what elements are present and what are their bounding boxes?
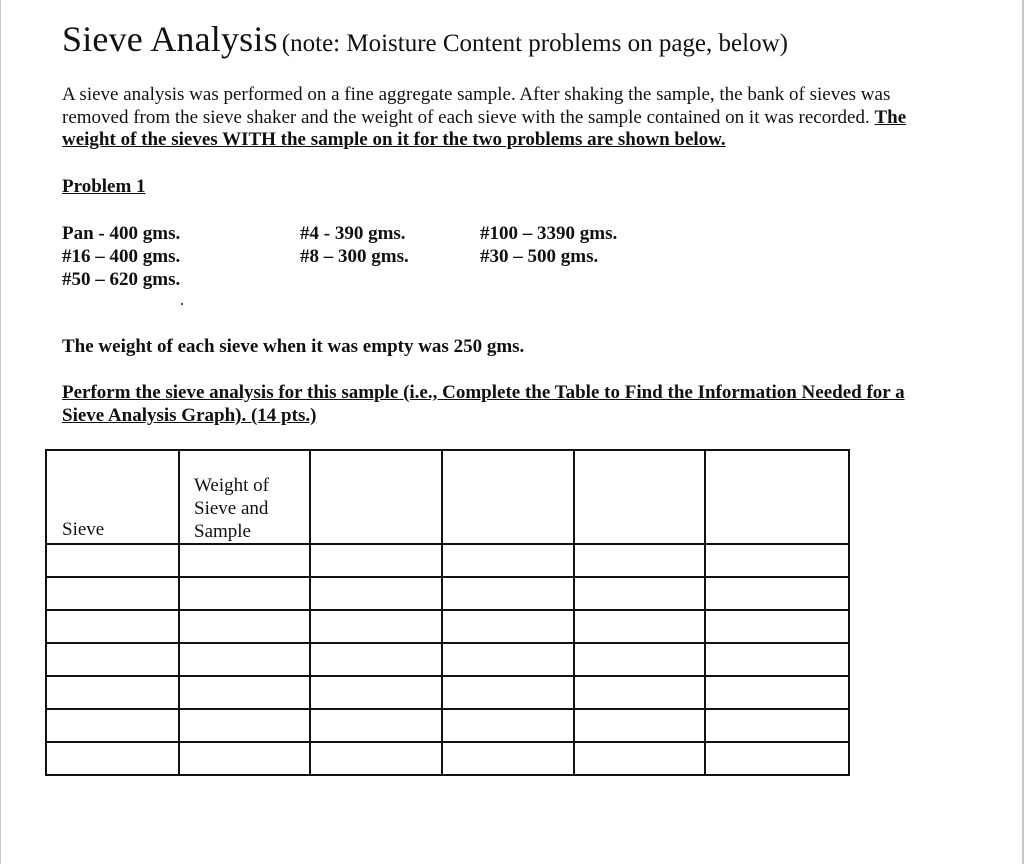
header-weight-line: Sieve and	[194, 498, 269, 519]
table-row	[46, 676, 849, 709]
table-cell[interactable]	[705, 676, 849, 709]
header-sieve-label: Sieve	[62, 519, 105, 540]
header-blank[interactable]	[705, 450, 849, 544]
page-edge-left	[0, 0, 1, 864]
table-cell[interactable]	[179, 577, 310, 610]
table-cell[interactable]	[310, 610, 442, 643]
table-cell[interactable]	[310, 643, 442, 676]
weight-item: #16 – 400 gms.	[62, 246, 181, 267]
stray-dot	[181, 303, 183, 305]
table-row	[46, 709, 849, 742]
weight-item: #30 – 500 gms.	[480, 246, 599, 267]
table-cell[interactable]	[574, 709, 705, 742]
table-cell[interactable]	[574, 544, 705, 577]
intro-emphasis: The weight of the sieves WITH the sample on it for the two problems are shown below.	[62, 106, 907, 150]
table-cell[interactable]	[46, 709, 179, 742]
table-cell[interactable]	[574, 577, 705, 610]
table-cell[interactable]	[574, 676, 705, 709]
table-cell[interactable]	[574, 742, 705, 775]
table-cell[interactable]	[442, 577, 574, 610]
table-cell[interactable]	[442, 742, 574, 775]
table-cell[interactable]	[705, 742, 849, 775]
header-sieve	[46, 450, 179, 544]
table-cell[interactable]	[179, 676, 310, 709]
weights-column-1	[62, 222, 180, 291]
empty-sieve-weight-note: The weight of each sieve when it was empty was 250 gms.	[62, 336, 525, 357]
header-blank[interactable]	[574, 450, 705, 544]
header-blank[interactable]	[442, 450, 574, 544]
table-cell[interactable]	[46, 610, 179, 643]
weight-item: #50 – 620 gms.	[62, 269, 181, 290]
table-cell[interactable]	[442, 709, 574, 742]
table-cell[interactable]	[310, 676, 442, 709]
table-cell[interactable]	[46, 676, 179, 709]
instruction-text: Perform the sieve analysis for this sample (i.e., Complete the Table to Find the Information Needed for a Sieve Analysis Graph). (14 pts.)	[62, 382, 905, 426]
weight-item: #4 - 390 gms.	[300, 223, 406, 244]
table-cell[interactable]	[705, 709, 849, 742]
table-cell[interactable]	[705, 610, 849, 643]
table-cell[interactable]	[179, 742, 310, 775]
header-blank[interactable]	[310, 450, 442, 544]
table-cell[interactable]	[442, 544, 574, 577]
weights-column-2	[300, 222, 409, 268]
table-cell[interactable]	[574, 610, 705, 643]
table-cell[interactable]	[442, 676, 574, 709]
table-cell[interactable]	[46, 742, 179, 775]
weight-item: #8 – 300 gms.	[300, 246, 409, 267]
table-cell[interactable]	[310, 544, 442, 577]
table-row	[46, 544, 849, 577]
sieve-analysis-table	[45, 449, 850, 776]
table-cell[interactable]	[705, 577, 849, 610]
page-title	[62, 18, 788, 60]
intro-text: A sieve analysis was performed on a fine aggregate sample. After shaking the sample, the bank of sieves was removed from the sieve shaker and the weight of each sieve with the sample contained on it was recorded.	[62, 84, 891, 128]
table-cell[interactable]	[310, 742, 442, 775]
table-header-row	[46, 450, 849, 544]
table-cell[interactable]	[310, 577, 442, 610]
table-cell[interactable]	[46, 544, 179, 577]
problem-heading: Problem 1	[62, 176, 146, 197]
title-main: Sieve Analysis	[62, 19, 278, 59]
table-cell[interactable]	[179, 544, 310, 577]
table-cell[interactable]	[442, 643, 574, 676]
title-note: (note: Moisture Content problems on page, below)	[281, 30, 788, 57]
table-row	[46, 577, 849, 610]
table-cell[interactable]	[442, 610, 574, 643]
weight-item: #100 – 3390 gms.	[480, 223, 618, 244]
table-cell[interactable]	[574, 643, 705, 676]
table-cell[interactable]	[46, 643, 179, 676]
header-weight-line: Sample	[194, 521, 251, 542]
table-row	[46, 742, 849, 775]
table-cell[interactable]	[179, 610, 310, 643]
table-cell[interactable]	[179, 643, 310, 676]
table-row	[46, 610, 849, 643]
table-cell[interactable]	[705, 643, 849, 676]
intro-paragraph	[62, 84, 922, 152]
weights-column-3	[480, 222, 617, 268]
table-cell[interactable]	[705, 544, 849, 577]
header-weight-line: Weight of	[194, 475, 269, 496]
table-cell[interactable]	[46, 577, 179, 610]
header-weight	[179, 450, 310, 544]
table-cell[interactable]	[310, 709, 442, 742]
table-cell[interactable]	[179, 709, 310, 742]
weight-item: Pan - 400 gms.	[62, 223, 181, 244]
table-row	[46, 643, 849, 676]
